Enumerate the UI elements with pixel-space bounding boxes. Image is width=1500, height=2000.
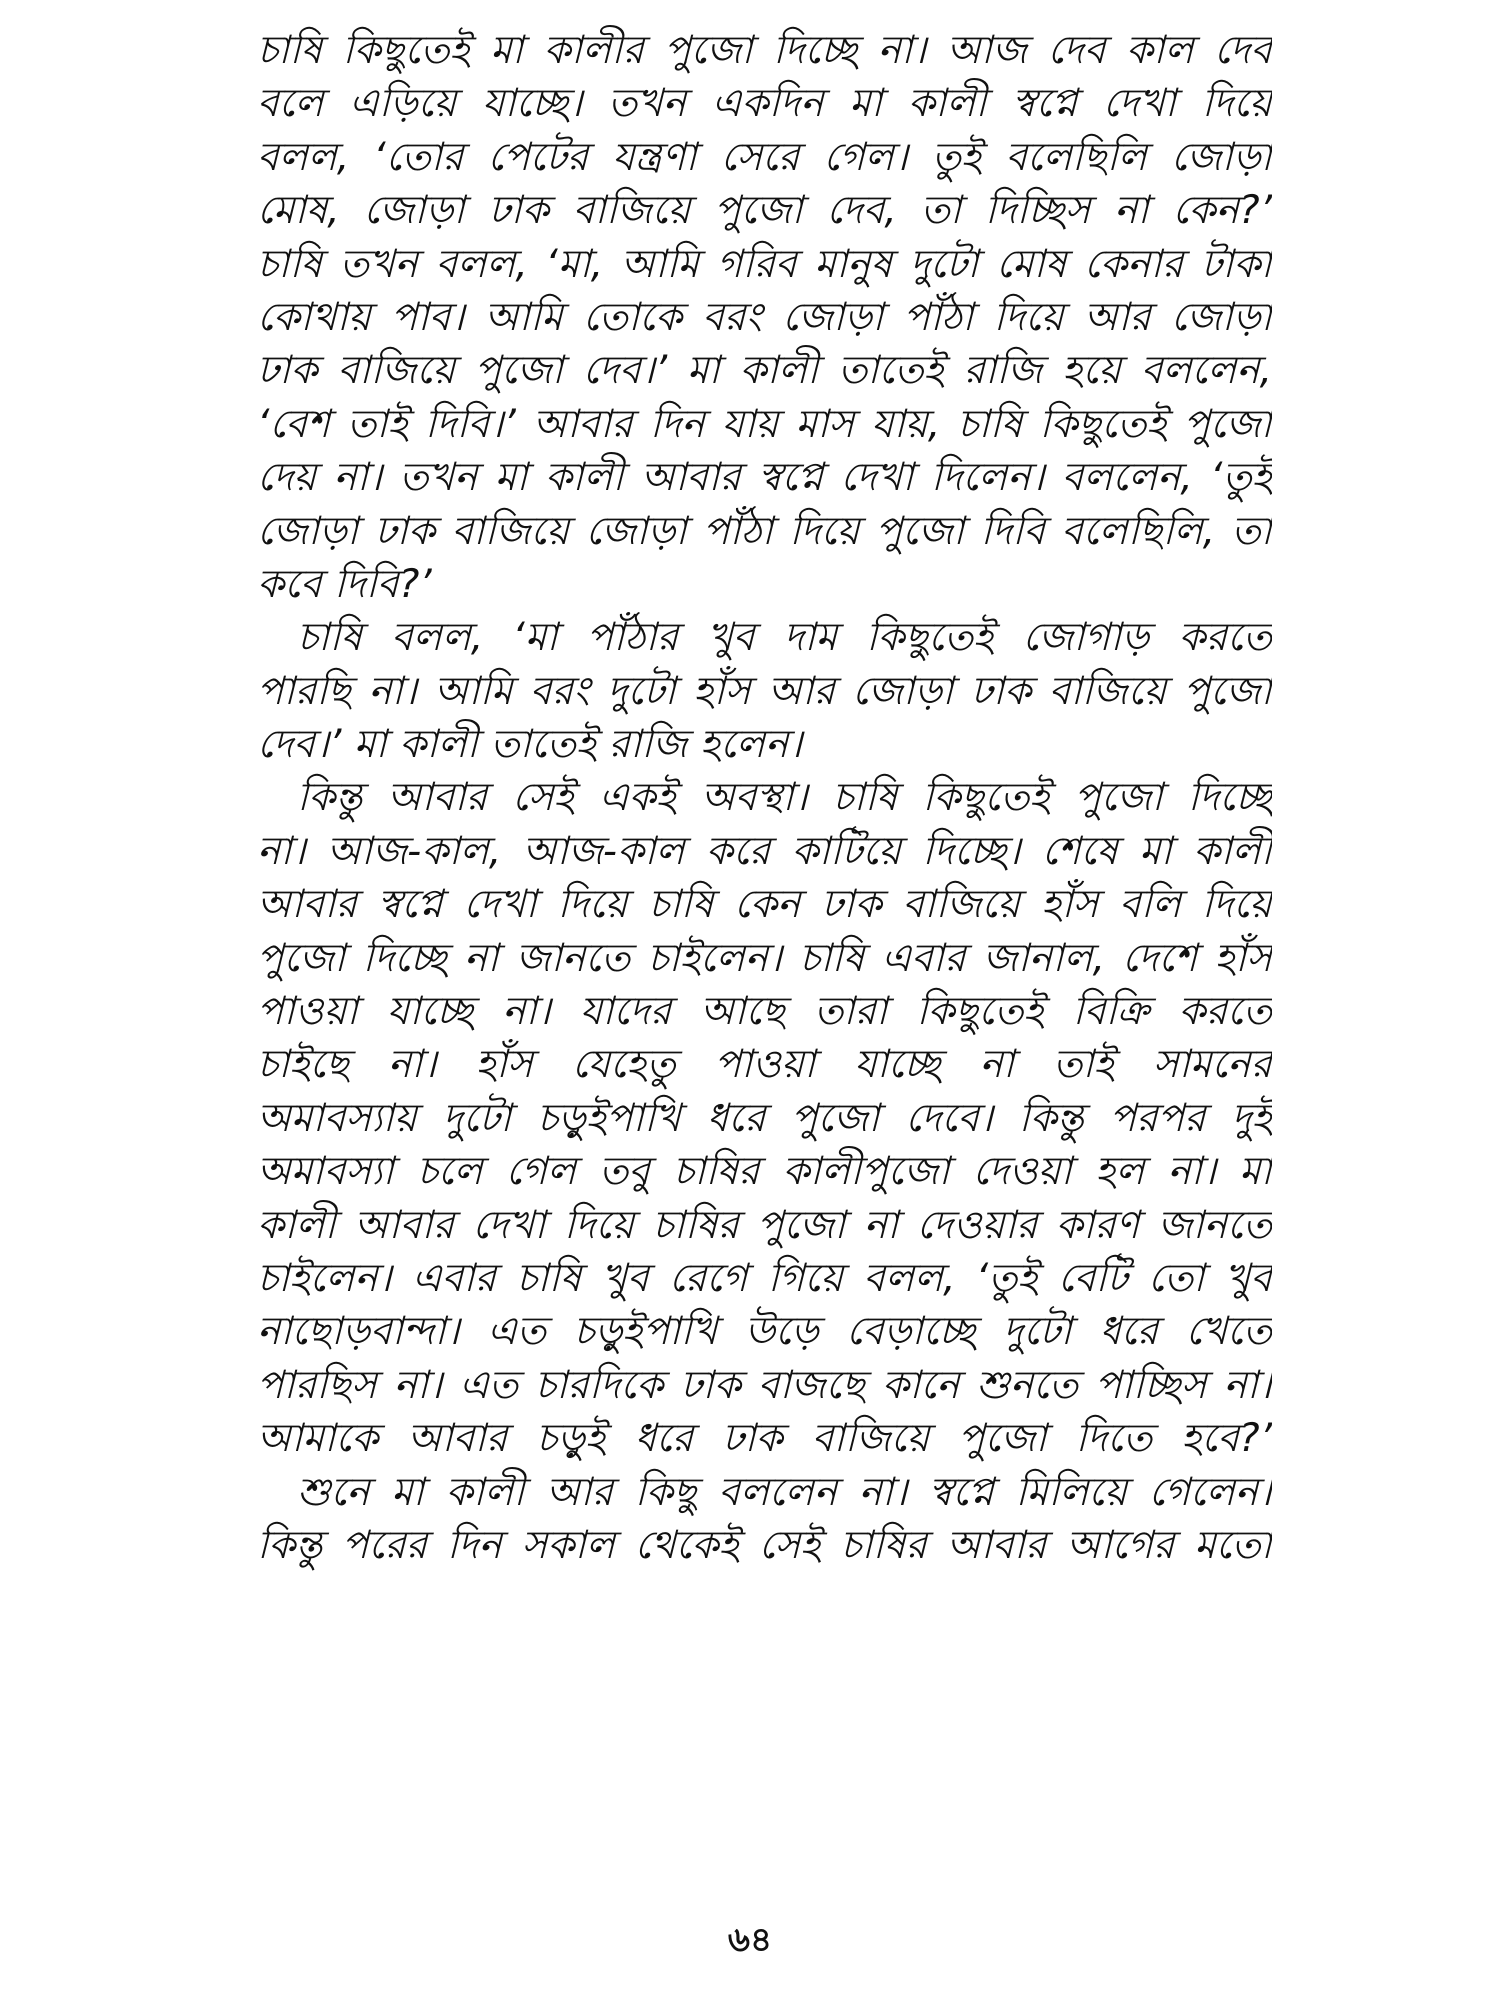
text-line: চাইলেন। এবার চাষি খুব রেগে গিয়ে বলল, ‘তুই বেটি তো খুব: [257, 1255, 1272, 1301]
text-line: কবে দিবি?’: [257, 561, 432, 607]
text-line: বলল, ‘তোর পেটের যন্ত্রণা সেরে গেল। তুই বলেছিলি জোড়া: [257, 134, 1272, 180]
text-line: চাইছে না। হাঁস যেহেতু পাওয়া যাচ্ছে না তাই সামনের: [257, 1042, 1272, 1088]
text-line: কালী আবার দেখা দিয়ে চাষির পুজো না দেওয়ার কারণ জানতে: [257, 1202, 1272, 1248]
text-line: কিন্তু পরের দিন সকাল থেকেই সেই চাষির আবার আগের মতো: [257, 1522, 1272, 1568]
text-line: দেয় না। তখন মা কালী আবার স্বপ্নে দেখা দিলেন। বললেন, ‘তুই: [257, 455, 1272, 501]
text-line: পুজো দিচ্ছে না জানতে চাইলেন। চাষি এবার জানাল, দেশে হাঁস: [257, 935, 1272, 981]
text-line: আবার স্বপ্নে দেখা দিয়ে চাষি কেন ঢাক বাজিয়ে হাঁস বলি দিয়ে: [257, 882, 1272, 928]
text-line: বলে এড়িয়ে যাচ্ছে। তখন একদিন মা কালী স্বপ্নে দেখা দিয়ে: [257, 81, 1272, 127]
body-text: [257, 24, 1272, 1572]
text-line: মোষ, জোড়া ঢাক বাজিয়ে পুজো দেব, তা দিচ্ছিস না কেন?’: [257, 188, 1272, 234]
text-line: অমাবস্যায় দুটো চড়ুইপাখি ধরে পুজো দেবে। কিন্তু পরপর দুই: [257, 1095, 1272, 1141]
text-line: কিন্তু আবার সেই একই অবস্থা। চাষি কিছুতেই পুজো দিচ্ছে: [297, 775, 1272, 821]
text-line: চাষি কিছুতেই মা কালীর পুজো দিচ্ছে না। আজ দেব কাল দেব: [257, 28, 1272, 73]
text-line: নাছোড়বান্দা। এত চড়ুইপাখি উড়ে বেড়াচ্ছে দুটো ধরে খেতে: [257, 1309, 1272, 1355]
text-line: চাষি তখন বলল, ‘মা, আমি গরিব মানুষ দুটো মোষ কেনার টাকা: [257, 241, 1272, 287]
text-line: দেব।’ মা কালী তাতেই রাজি হলেন।: [257, 722, 803, 768]
text-line: পারছি না। আমি বরং দুটো হাঁস আর জোড়া ঢাক বাজিয়ে পুজো: [257, 668, 1272, 714]
text-line: শুনে মা কালী আর কিছু বললেন না। স্বপ্নে মিলিয়ে গেলেন।: [297, 1469, 1272, 1515]
text-line: চাষি বলল, ‘মা পাঁঠার খুব দাম কিছুতেই জোগাড় করতে: [297, 615, 1272, 661]
text-line: জোড়া ঢাক বাজিয়ে জোড়া পাঁঠা দিয়ে পুজো দিবি বলেছিলি, তা: [257, 508, 1272, 554]
text-line: পাওয়া যাচ্ছে না। যাদের আছে তারা কিছুতেই বিক্রি করতে: [257, 989, 1272, 1035]
text-line: পারছিস না। এত চারদিকে ঢাক বাজছে কানে শুনতে পাচ্ছিস না।: [257, 1362, 1272, 1408]
text-line: না। আজ-কাল, আজ-কাল করে কাটিয়ে দিচ্ছে। শেষে মা কালী: [257, 828, 1272, 874]
text-line: ‘বেশ তাই দিবি।’ আবার দিন যায় মাস যায়, চাষি কিছুতেই পুজো: [257, 401, 1272, 447]
text-line: অমাবস্যা চলে গেল তবু চাষির কালীপুজো দেওয়া হল না। মা: [257, 1149, 1272, 1195]
text-line: কোথায় পাব। আমি তোকে বরং জোড়া পাঁঠা দিয়ে আর জোড়া: [257, 294, 1272, 340]
page-number: ৬৪: [727, 1920, 773, 1960]
text-line: ঢাক বাজিয়ে পুজো দেব।’ মা কালী তাতেই রাজি হয়ে বললেন,: [257, 348, 1272, 394]
text-line: আমাকে আবার চড়ুই ধরে ঢাক বাজিয়ে পুজো দিতে হবে?’: [257, 1416, 1272, 1462]
